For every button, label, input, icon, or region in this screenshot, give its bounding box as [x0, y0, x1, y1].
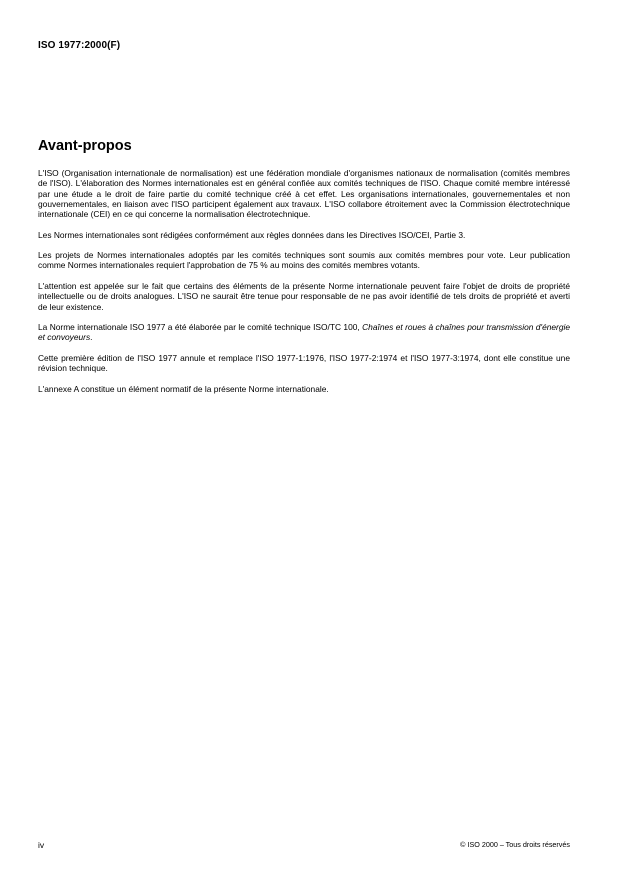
tc-suffix: . — [90, 332, 93, 343]
paragraph-iso-organisation: L'ISO (Organisation internationale de normalisation) est une fédération mondiale d'organismes nationaux de normalisation (comités membres de l'ISO). L'élaboration des Normes internationales est en général confiée aux comités techniques de l'ISO. Chaque comité membre intéressé par une étude a le droit de faire partie du comité technique créé à cet effet. Les organisations internationales, gouvernementales et non gouvernementales, en liaison avec l'ISO participent également aux travaux. L'ISO collabore étroitement avec la Commission électrotechnique internationale (CEI) en ce qui concerne la normalisation électrotechnique. — [38, 168, 570, 220]
paragraph-edition: Cette première édition de l'ISO 1977 annule et remplace l'ISO 1977-1:1976, l'ISO 1977-2:1974 et l'ISO 1977-3:1974, dont elle constitue une révision technique. — [38, 352, 570, 374]
page-number: iv — [38, 840, 45, 850]
paragraph-directives: Les Normes internationales sont rédigées conformément aux règles données dans les Directives ISO/CEI, Partie 3. — [38, 229, 466, 240]
section-title: Avant-propos — [38, 138, 132, 154]
copyright-notice: © ISO 2000 – Tous droits réservés — [460, 840, 570, 849]
tc-title: Chaînes et roues à chaînes pour transmission d'énergie et convoyeurs — [38, 322, 571, 343]
tc-prefix: La Norme internationale ISO 1977 a été élaborée par le comité technique ISO/TC 100, — [38, 322, 363, 333]
paragraph-voting: Les projets de Normes internationales adoptés par les comités techniques sont soumis aux comités membres pour vote. Leur publication comme Normes internationales requiert l'approbation de 75 % au moins des comités membres votants. — [38, 250, 570, 271]
paragraph-patent-rights: L'attention est appelée sur le fait que certains des éléments de la présente Norme internationale peuvent faire l'objet de droits de propriété intellectuelle ou de droits analogues. L'ISO ne saurait être tenue pour responsable de ne pas avoir identifié de tels droits de propriété et averti de leur existence. — [38, 280, 570, 312]
paragraph-technical-committee — [38, 322, 570, 343]
foreword-body — [38, 168, 570, 404]
document-code: ISO 1977:2000(F) — [38, 40, 121, 51]
paragraph-annex: L'annexe A constitue un élément normatif de la présente Norme internationale. — [38, 383, 329, 394]
